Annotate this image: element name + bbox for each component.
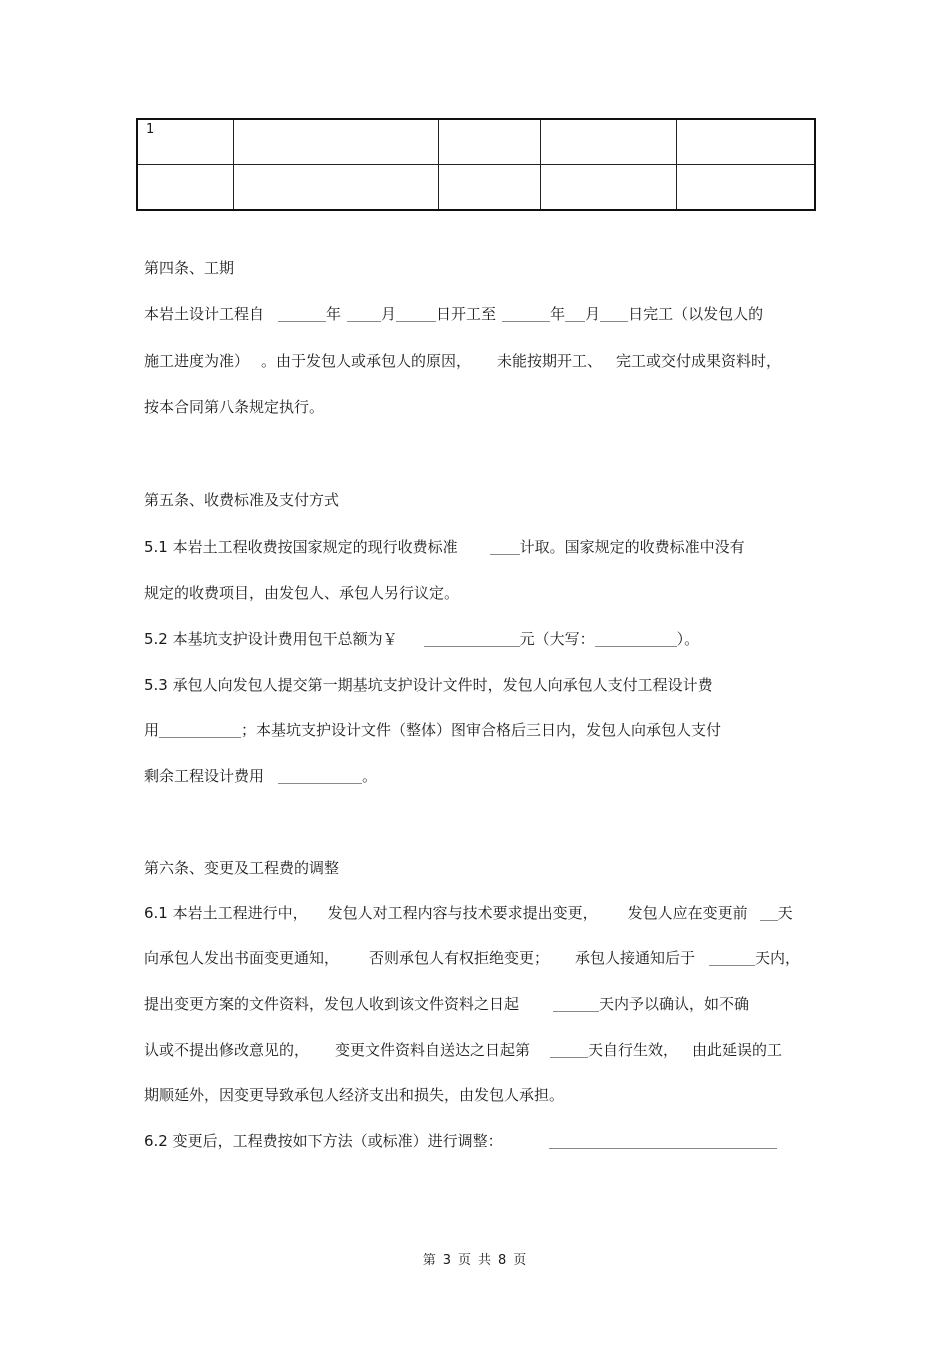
section-6-line-1: 6.1 本岩土工程进行中， 发包人对工程内容与技术要求提出变更， 发包人应在变更前 天 <box>144 904 793 922</box>
fill-blank[interactable] <box>278 305 326 322</box>
section-6-heading: 第六条、变更及工程费的调整 <box>144 859 340 877</box>
table-cell <box>137 165 234 211</box>
fill-blank[interactable] <box>600 305 628 322</box>
section-4-line-2: 施工进度为准） 。由于发包人或承包人的原因， 未能按期开工、 完工或交付成果资料时， <box>144 352 782 370</box>
current-page-number: 3 <box>442 1253 452 1268</box>
section-5-p3-line-1: 5.3 承包人向发包人提交第一期基坑支护设计文件时，发包人向承包人支付工程设计费 <box>144 676 713 694</box>
fill-blank[interactable] <box>549 1132 777 1149</box>
total-page-count: 8 <box>498 1253 508 1268</box>
section-5-p2: 5.2 本基坑支护设计费用包干总额为￥ 元（大写： ）。 <box>144 630 700 648</box>
section-4-heading: 第四条、工期 <box>144 259 235 277</box>
section-5-p3-line-2: 用 ；本基坑支护设计文件（整体）图审合格后三日内，发包人向承包人支付 <box>144 721 722 739</box>
fill-blank[interactable] <box>550 1041 588 1058</box>
table-cell <box>439 165 541 211</box>
table-cell <box>234 165 439 211</box>
section-6-line-5: 期顺延外，因变更导致承包人经济支出和损失，由发包人承担。 <box>144 1086 565 1104</box>
fill-blank[interactable] <box>595 630 677 647</box>
table-cell <box>677 165 816 211</box>
fill-blank[interactable] <box>347 305 381 322</box>
section-6-line-6: 6.2 变更后，工程费按如下方法（或标准）进行调整： <box>144 1131 777 1151</box>
fill-blank[interactable] <box>553 995 599 1012</box>
section-5-p1-line-2: 规定的收费项目，由发包人、承包人另行议定。 <box>144 584 460 602</box>
table-cell <box>541 119 677 165</box>
section-5-p3-line-3: 剩余工程设计费用 。 <box>144 767 378 785</box>
section-6-line-3: 提出变更方案的文件资料，发包人收到该文件资料之日起 天内予以确认，如不确 <box>144 995 750 1013</box>
fill-blank[interactable] <box>396 305 436 322</box>
fill-blank[interactable] <box>424 630 520 647</box>
fee-table <box>136 118 816 211</box>
fill-blank[interactable] <box>565 305 585 322</box>
section-5-p1-line-1: 5.1 本岩土工程收费按国家规定的现行收费标准 计取。国家规定的收费标准中没有 <box>144 538 745 556</box>
fill-blank[interactable] <box>490 538 520 555</box>
table-cell: 1 <box>137 119 234 165</box>
table-cell <box>439 119 541 165</box>
fill-blank[interactable] <box>278 767 362 784</box>
section-5-heading: 第五条、收费标准及支付方式 <box>144 491 340 509</box>
section-6-line-4: 认或不提出修改意见的， 变更文件资料自送达之日起第 天自行生效， 由此延误的工 <box>144 1041 783 1059</box>
table-row <box>137 165 815 211</box>
table-cell <box>677 119 816 165</box>
fill-blank[interactable] <box>502 305 550 322</box>
table-cell <box>234 119 439 165</box>
table-cell <box>541 165 677 211</box>
table-row <box>137 119 815 165</box>
page-footer: 第 3 页 共 8 页 <box>422 1253 528 1268</box>
fill-blank[interactable] <box>159 721 241 738</box>
fill-blank[interactable] <box>760 904 778 921</box>
section-4-line-3: 按本合同第八条规定执行。 <box>144 398 325 416</box>
section-6-line-2: 向承包人发出书面变更通知， 否则承包人有权拒绝变更； 承包人接通知后于 天内， <box>144 949 801 967</box>
fill-blank[interactable] <box>709 949 755 966</box>
section-4-line-1: 本岩土设计工程自 年 月 日开工至 年 月 日完工（以发包人的 <box>144 305 764 323</box>
